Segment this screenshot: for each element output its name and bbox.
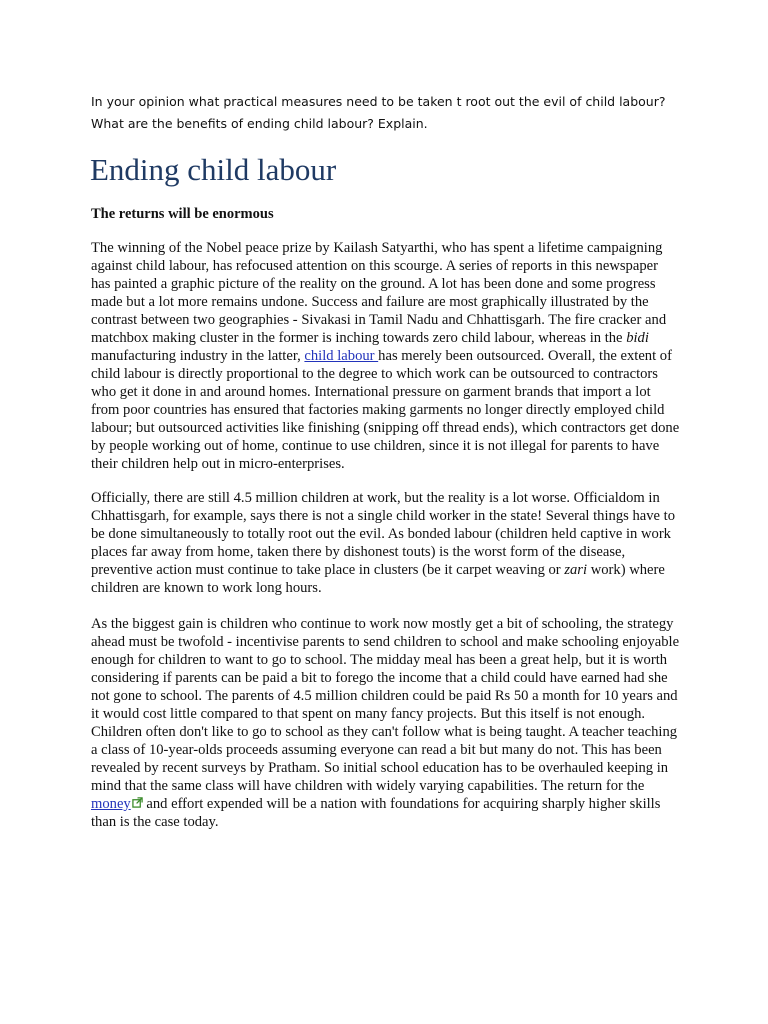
paragraph-3: As the biggest gain is children who continue to work now mostly get a bit of schooling, the strategy ahead must be twofold - incentivise parents to send children to school and make schooling enjoyable enough for children to want to go to school. The midday meal has been a great help, but it is worth considering if parents can be paid a bit to forego the income that a child could have earned had she not gone to school. The parents of 4.5 million children could be paid Rs 50 a month for 10 years and it would cost little compared to that spent on many fancy projects. But this itself is not enough. Children often don't like to go to school as they can't follow what is being taught. A teacher teaching a class of 10-year-olds proceeds assuming everyone can read a bit but many do not. This has been revealed by recent surveys by Pratham. So initial school education has to be overhauled keeping in mind that the same class will have children with widely varying capabilities. The return for the money and effort expended will be a nation with foundations for acquiring sharply higher skills than is the case today.	[91, 616, 680, 830]
paragraph-1: The winning of the Nobel peace prize by Kailash Satyarthi, who has spent a lifetime campaigning against child labour, has refocused attention on this scourge. A series of reports in this newspaper has painted a graphic picture of the reality on the ground. A lot has been done and some progress made but a lot more remains undone. Success and failure are most graphically illustrated by the contrast between two geographies - Sivakasi in Tamil Nadu and Chhattisgarh. The fire cracker and matchbox making cluster in the former is inching towards zero child labour, whereas in the bidi manufacturing industry in the latter, child labour has merely been outsourced. Overall, the extent of child labour is directly proportional to the degree to which work can be outsourced to contractors who get it done in and around homes. International pressure on garment brands that import a lot from poor countries has ensured that factories making garments no longer directly employed child labour; but outsourced activities like finishing (snipping off thread ends), which contractors get done by people working out of home, continue to use children, since it is not illegal for parents to have their children help out in micro-enterprises.	[91, 240, 680, 472]
article-subtitle: The returns will be enormous	[91, 206, 274, 222]
child-labour-link[interactable]: child labour	[304, 348, 379, 364]
money-link[interactable]: money	[91, 796, 131, 812]
bidi-term: bidi	[626, 330, 649, 346]
article-title: Ending child labour	[90, 152, 337, 187]
zari-term: zari	[564, 562, 588, 578]
paragraph-2: Officially, there are still 4.5 million children at work, but the reality is a lot worse. Officialdom in Chhattisgarh, for example, says there is not a single child worker in the state! Several things have to be done simultaneously to totally root out the evil. As bonded labour (children held captive in work places far away from home, taken there by dishonest touts) is the worst form of the disease, preventive action must continue to take place in clusters (be it carpet weaving or zari work) where children are known to work long hours.	[91, 490, 675, 596]
external-link-icon[interactable]	[132, 797, 143, 808]
question-prompt: In your opinion what practical measures need to be taken t root out the evil of child labour? What are the benefits of ending child labour? Explain.	[91, 94, 666, 131]
